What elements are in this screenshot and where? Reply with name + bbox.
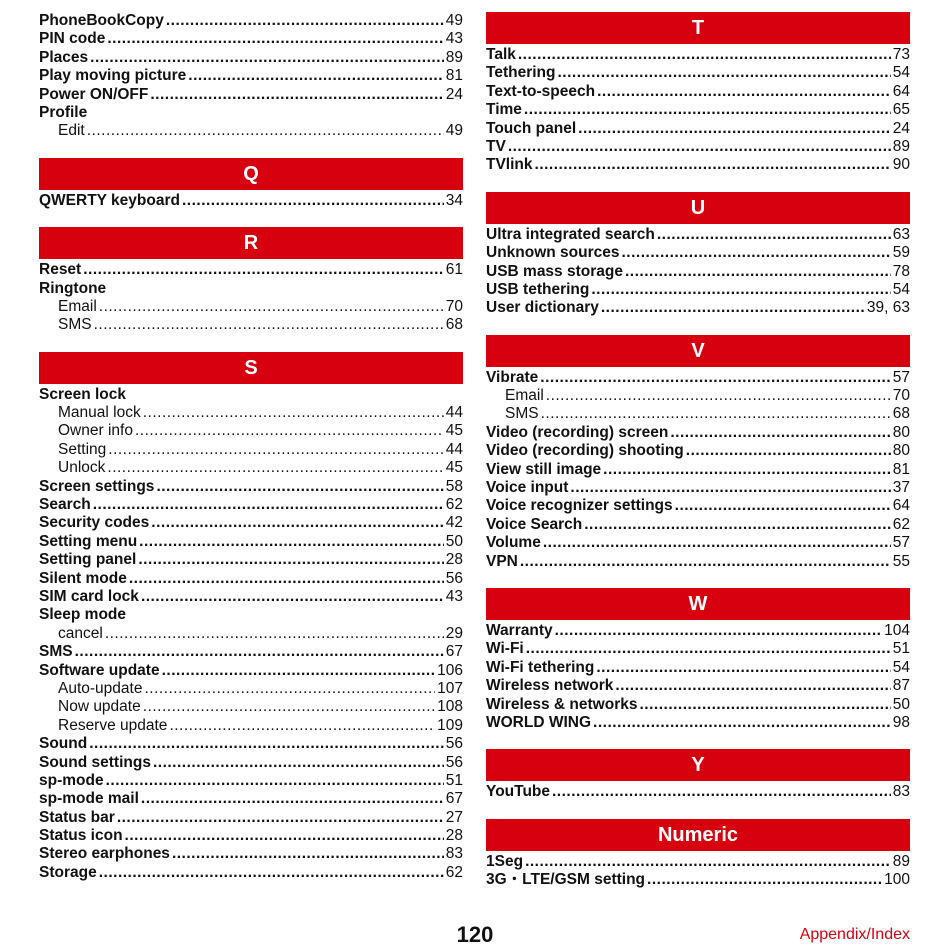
leader-dots — [526, 640, 891, 658]
index-entry — [39, 864, 463, 882]
leader-dots — [107, 30, 443, 48]
entry-page: 34 — [445, 191, 463, 209]
index-entry — [39, 386, 463, 404]
entry-name: 1Seg — [486, 852, 524, 870]
leader-dots — [578, 120, 891, 138]
leader-dots — [639, 696, 890, 714]
entry-page: 68 — [445, 316, 463, 334]
leader-dots — [141, 790, 444, 808]
entry-name: TV — [486, 137, 506, 155]
entry-name: Video (recording) shooting — [486, 442, 684, 460]
index-entry — [486, 46, 910, 64]
entry-name: Email — [505, 387, 544, 405]
index-entry — [39, 643, 463, 661]
index-subentry — [39, 625, 463, 643]
entry-name: Wireless & networks — [486, 695, 638, 713]
entry-page: 67 — [445, 643, 463, 661]
leader-dots — [99, 298, 444, 316]
index-entry — [39, 588, 463, 606]
leader-dots — [543, 534, 891, 552]
leader-dots — [593, 714, 891, 732]
index-entry — [39, 606, 463, 624]
entry-name: Owner info — [58, 422, 133, 440]
index-entry — [39, 30, 463, 48]
entry-page: 28 — [445, 827, 463, 845]
entry-name: Security codes — [39, 514, 150, 532]
entry-page: 62 — [445, 863, 463, 881]
entry-page: 55 — [892, 552, 910, 570]
entry-page: 98 — [892, 713, 910, 731]
entry-page: 68 — [892, 405, 910, 423]
entry-name: Vibrate — [486, 368, 539, 386]
leader-dots — [150, 86, 443, 104]
section-header-s: S — [39, 352, 463, 386]
leader-dots — [125, 827, 444, 845]
entry-name: Ultra integrated search — [486, 225, 655, 243]
entry-name: Setting menu — [39, 532, 138, 550]
entry-name: Search — [39, 496, 91, 514]
index-subentry — [39, 717, 463, 735]
entry-name: VPN — [486, 552, 518, 570]
section-gap — [486, 175, 910, 192]
entry-page: 43 — [445, 30, 463, 48]
entry-page: 44 — [445, 404, 463, 422]
entry-name: Sound settings — [39, 753, 151, 771]
index-subentry — [39, 459, 463, 477]
index-entry — [39, 12, 463, 30]
index-entry — [39, 790, 463, 808]
entry-name: QWERTY keyboard — [39, 191, 180, 209]
leader-dots — [188, 67, 443, 85]
index-entry — [486, 622, 910, 640]
entry-name: Screen settings — [39, 477, 155, 495]
section-header-q: Q — [39, 158, 463, 192]
index-entry — [39, 735, 463, 753]
leader-dots — [625, 263, 891, 281]
leader-dots — [508, 138, 891, 156]
index-subentry — [39, 298, 463, 316]
index-entry — [39, 49, 463, 67]
index-column-left — [39, 12, 463, 882]
entry-page: 50 — [892, 695, 910, 713]
index-entry — [486, 299, 910, 317]
entry-page: 56 — [445, 569, 463, 587]
entry-name: Unknown sources — [486, 244, 620, 262]
index-subentry — [486, 387, 910, 405]
leader-dots — [555, 622, 883, 640]
leader-dots — [686, 442, 891, 460]
entry-name: cancel — [58, 624, 103, 642]
entry-name: SMS — [39, 643, 73, 661]
index-entry — [486, 714, 910, 732]
index-entry — [39, 570, 463, 588]
index-entry — [486, 120, 910, 138]
section-label: Appendix/Index — [799, 926, 910, 943]
entry-name: Power ON/OFF — [39, 85, 149, 103]
index-entry — [39, 551, 463, 569]
entry-page: 108 — [437, 698, 463, 716]
entry-name: 3G・LTE/GSM setting — [486, 871, 646, 889]
index-entry — [486, 516, 910, 534]
entry-name: Manual lock — [58, 404, 141, 422]
entry-page: 81 — [445, 67, 463, 85]
entry-name: USB mass storage — [486, 262, 623, 280]
leader-dots — [557, 64, 890, 82]
entry-page: 56 — [445, 753, 463, 771]
leader-dots — [143, 404, 444, 422]
leader-dots — [670, 424, 890, 442]
entry-name: Wireless network — [486, 677, 614, 695]
leader-dots — [108, 441, 443, 459]
entry-name: Setting — [58, 440, 107, 458]
entry-page: 58 — [445, 477, 463, 495]
entry-name: Time — [486, 101, 522, 119]
entry-page: 109 — [437, 716, 463, 734]
leader-dots — [524, 101, 891, 119]
entry-page: 107 — [437, 679, 463, 697]
entry-page: 24 — [892, 119, 910, 137]
index-entry — [39, 280, 463, 298]
leader-dots — [597, 83, 891, 101]
entry-page: 62 — [445, 496, 463, 514]
index-entry — [39, 772, 463, 790]
entry-page: 63 — [892, 225, 910, 243]
entry-page: 70 — [445, 297, 463, 315]
leader-dots — [546, 387, 891, 405]
index-subentry — [39, 122, 463, 140]
entry-name: SMS — [58, 316, 92, 334]
section-header-t: T — [486, 12, 910, 46]
entry-page: 50 — [445, 532, 463, 550]
section-header-y: Y — [486, 749, 910, 783]
index-entry — [486, 442, 910, 460]
entry-name: Sleep mode — [39, 606, 126, 624]
entry-page: 29 — [445, 624, 463, 642]
index-entry — [39, 809, 463, 827]
entry-name: PhoneBookCopy — [39, 12, 164, 29]
entry-name: Status bar — [39, 808, 115, 826]
page-number: 120 — [456, 922, 494, 947]
entry-name: YouTube — [486, 783, 550, 801]
entry-name: Tethering — [486, 64, 556, 82]
entry-name: Reset — [39, 261, 82, 279]
section-gap — [39, 210, 463, 227]
entry-page: 62 — [892, 515, 910, 533]
entry-page: 51 — [445, 771, 463, 789]
entry-name: Now update — [58, 698, 141, 716]
leader-dots — [535, 156, 891, 174]
index-entry — [486, 369, 910, 387]
index-entry — [39, 514, 463, 532]
entry-name: Auto-update — [58, 679, 143, 697]
entry-name: Profile — [39, 103, 88, 121]
leader-dots — [615, 677, 890, 695]
entry-page: 27 — [445, 808, 463, 826]
index-entry — [486, 497, 910, 515]
leader-dots — [657, 226, 891, 244]
entry-page: 78 — [892, 262, 910, 280]
leader-dots — [520, 553, 891, 571]
entry-name: USB tethering — [486, 280, 590, 298]
leader-dots — [106, 772, 444, 790]
leader-dots — [135, 422, 444, 440]
index-entry — [39, 86, 463, 104]
leader-dots — [105, 625, 444, 643]
entry-page: 106 — [437, 661, 463, 679]
leader-dots — [182, 192, 444, 210]
section-gap — [486, 732, 910, 749]
entry-page: 54 — [892, 280, 910, 298]
entry-page: 54 — [892, 64, 910, 82]
leader-dots — [129, 570, 444, 588]
index-entry — [39, 533, 463, 551]
index-entry — [39, 754, 463, 772]
entry-page: 59 — [892, 244, 910, 262]
index-subentry — [39, 404, 463, 422]
entry-name: sp-mode mail — [39, 790, 139, 808]
index-entry — [39, 104, 463, 122]
leader-dots — [166, 12, 444, 30]
entry-page: 64 — [892, 82, 910, 100]
index-subentry — [39, 698, 463, 716]
index-entry — [486, 424, 910, 442]
leader-dots — [93, 496, 444, 514]
index-entry — [486, 281, 910, 299]
entry-name: Text-to-speech — [486, 82, 596, 100]
leader-dots — [117, 809, 444, 827]
index-entry — [486, 696, 910, 714]
entry-name: Silent mode — [39, 569, 127, 587]
leader-dots — [647, 871, 882, 889]
entry-page: 45 — [445, 422, 463, 440]
entry-page: 28 — [445, 551, 463, 569]
leader-dots — [591, 281, 890, 299]
section-gap — [39, 335, 463, 352]
entry-page: 64 — [892, 497, 910, 515]
entry-page: 90 — [892, 156, 910, 174]
index-entry — [39, 192, 463, 210]
leader-dots — [570, 479, 890, 497]
leader-dots — [541, 405, 891, 423]
leader-dots — [75, 643, 444, 661]
leader-dots — [153, 754, 444, 772]
entry-name: Wi-Fi — [486, 640, 524, 658]
index-entry — [486, 677, 910, 695]
leader-dots — [172, 845, 444, 863]
entry-name: User dictionary — [486, 299, 599, 317]
index-subentry — [39, 680, 463, 698]
entry-name: Video (recording) screen — [486, 423, 669, 441]
leader-dots — [162, 662, 436, 680]
entry-page: 45 — [445, 459, 463, 477]
entry-page: 80 — [892, 442, 910, 460]
entry-name: Stereo earphones — [39, 845, 170, 863]
entry-name: Unlock — [58, 459, 106, 477]
leader-dots — [518, 46, 891, 64]
entry-page: 67 — [445, 790, 463, 808]
entry-name: View still image — [486, 460, 602, 478]
index-subentry — [486, 405, 910, 423]
section-header-u: U — [486, 192, 910, 226]
entry-name: Places — [39, 48, 89, 66]
entry-name: Reserve update — [58, 716, 168, 734]
entry-name: Screen lock — [39, 385, 127, 403]
leader-dots — [552, 783, 891, 801]
index-entry — [486, 226, 910, 244]
entry-name: Setting panel — [39, 551, 137, 569]
leader-dots — [525, 853, 891, 871]
index-entry — [486, 244, 910, 262]
section-header-w: W — [486, 588, 910, 622]
leader-dots — [584, 516, 891, 534]
index-entry — [486, 138, 910, 156]
entry-name: Touch panel — [486, 119, 577, 137]
index-column-right — [486, 12, 910, 890]
index-entry — [486, 871, 910, 889]
index-entry — [39, 478, 463, 496]
leader-dots — [596, 659, 890, 677]
entry-page: 39, 63 — [866, 299, 910, 317]
entry-page: 57 — [892, 368, 910, 386]
entry-page: 56 — [445, 735, 463, 753]
leader-dots — [94, 316, 444, 334]
entry-page: 81 — [892, 460, 910, 478]
entry-page: 70 — [892, 387, 910, 405]
entry-page: 104 — [884, 621, 910, 639]
index-subentry — [39, 316, 463, 334]
entry-name: WORLD WING — [486, 713, 592, 731]
index-entry — [486, 479, 910, 497]
entry-name: Voice Search — [486, 515, 583, 533]
index-entry — [486, 64, 910, 82]
index-entry — [39, 662, 463, 680]
entry-name: Status icon — [39, 827, 123, 845]
entry-name: Talk — [486, 46, 516, 63]
leader-dots — [151, 514, 443, 532]
entry-name: Voice input — [486, 479, 569, 497]
entry-name: Software update — [39, 661, 160, 679]
entry-page: 89 — [892, 852, 910, 870]
leader-dots — [90, 49, 444, 67]
entry-name: SIM card lock — [39, 587, 139, 605]
leader-dots — [107, 459, 443, 477]
section-header-v: V — [486, 335, 910, 369]
leader-dots — [156, 478, 443, 496]
entry-name: Play moving picture — [39, 67, 187, 85]
index-entry — [486, 640, 910, 658]
index-entry — [486, 83, 910, 101]
leader-dots — [675, 497, 891, 515]
index-entry — [486, 156, 910, 174]
entry-page: 43 — [445, 587, 463, 605]
entry-page: 49 — [445, 122, 463, 140]
leader-dots — [540, 369, 890, 387]
index-entry — [486, 534, 910, 552]
entry-name: SMS — [505, 405, 539, 423]
section-gap — [39, 141, 463, 158]
section-gap — [486, 571, 910, 588]
entry-page: 54 — [892, 658, 910, 676]
index-entry — [39, 845, 463, 863]
section-gap — [486, 318, 910, 335]
entry-name: PIN code — [39, 30, 106, 48]
entry-page: 89 — [892, 137, 910, 155]
entry-name: Sound — [39, 735, 88, 753]
index-subentry — [39, 422, 463, 440]
entry-name: Storage — [39, 863, 97, 881]
leader-dots — [169, 717, 435, 735]
index-entry — [486, 461, 910, 479]
entry-name: Wi-Fi tethering — [486, 658, 595, 676]
entry-page: 51 — [892, 640, 910, 658]
leader-dots — [87, 122, 444, 140]
entry-page: 83 — [445, 845, 463, 863]
entry-name: TVlink — [486, 156, 533, 174]
entry-name: Volume — [486, 534, 541, 552]
index-subentry — [39, 441, 463, 459]
entry-name: sp-mode — [39, 771, 104, 789]
entry-name: Edit — [58, 122, 85, 140]
entry-page: 49 — [445, 12, 463, 29]
entry-page: 37 — [892, 479, 910, 497]
index-entry — [486, 783, 910, 801]
index-entry — [39, 261, 463, 279]
entry-name: Warranty — [486, 621, 553, 639]
entry-page: 89 — [445, 48, 463, 66]
index-entry — [39, 67, 463, 85]
index-entry — [486, 659, 910, 677]
leader-dots — [139, 533, 444, 551]
leader-dots — [89, 735, 444, 753]
entry-page: 100 — [884, 871, 910, 889]
entry-page: 61 — [445, 261, 463, 279]
section-header-r: R — [39, 227, 463, 261]
index-entry — [486, 553, 910, 571]
leader-dots — [144, 680, 435, 698]
entry-page: 87 — [892, 677, 910, 695]
leader-dots — [143, 698, 435, 716]
index-entry — [486, 263, 910, 281]
entry-page: 42 — [445, 514, 463, 532]
entry-page: 80 — [892, 423, 910, 441]
entry-name: Voice recognizer settings — [486, 497, 673, 515]
leader-dots — [622, 244, 891, 262]
entry-page: 57 — [892, 534, 910, 552]
leader-dots — [603, 461, 891, 479]
leader-dots — [601, 299, 865, 317]
leader-dots — [141, 588, 444, 606]
index-entry — [486, 101, 910, 119]
section-header-numeric: Numeric — [486, 819, 910, 853]
entry-name: Email — [58, 297, 97, 315]
entry-page: 83 — [892, 783, 910, 801]
entry-page: 65 — [892, 101, 910, 119]
entry-page: 73 — [892, 46, 910, 63]
section-gap — [486, 802, 910, 819]
entry-page: 44 — [445, 440, 463, 458]
leader-dots — [83, 261, 444, 279]
index-entry — [39, 496, 463, 514]
index-entry — [39, 827, 463, 845]
leader-dots — [138, 551, 443, 569]
leader-dots — [99, 864, 444, 882]
index-entry — [486, 853, 910, 871]
entry-page: 24 — [445, 85, 463, 103]
entry-name: Ringtone — [39, 279, 107, 297]
